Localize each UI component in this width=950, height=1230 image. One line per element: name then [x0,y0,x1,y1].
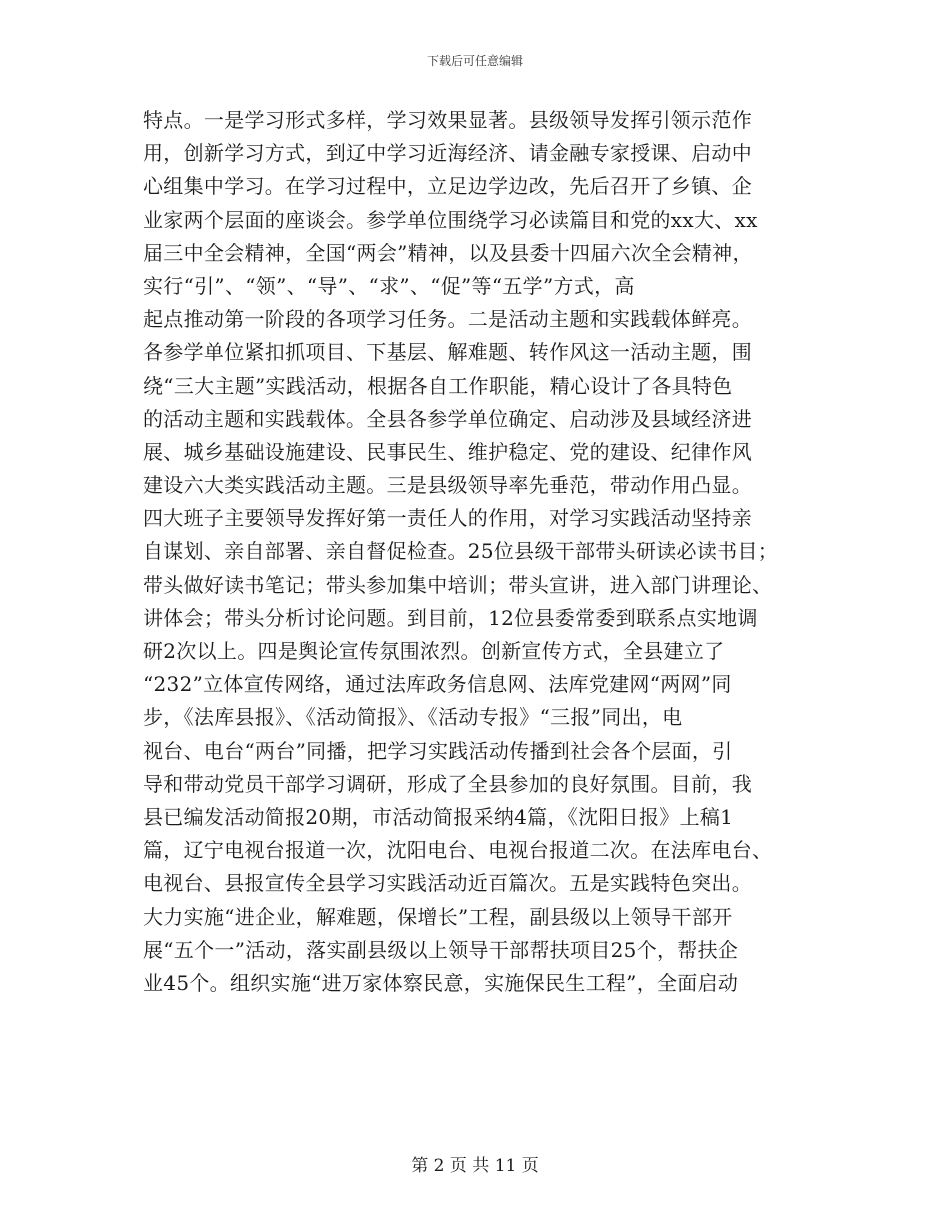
text-line: 业45个。组织实施“进万家体察民意，实施保民生工程”，全面启动 [143,970,739,995]
text-line: 用，创新学习方式，到辽中学习近海经济、请金融专家授课、启动中 [143,141,752,166]
text-line: 特点。一是学习形式多样，学习效果显著。县级领导发挥引领示范作 [143,108,752,132]
text-line: 大力实施“进企业，解难题，保增长”工程，副县级以上领导干部开 [143,904,733,929]
text-line: 电视台、县报宣传全县学习实践活动近百篇次。五是实践特色突出。 [143,871,752,896]
text-line: 自谋划、亲自部署、亲自督促检查。25位县级干部带头研读必读书目； [143,539,779,564]
text-line: 带头做好读书笔记；带头参加集中培训；带头宣讲，进入部门讲理论、 [143,572,773,597]
text-line: 展“五个一”活动，落实副县级以上领导干部帮扶项目25个，帮扶企 [143,937,739,962]
text-line: 实行“引”、“领”、“导”、“求”、“促”等“五学”方式，高 [143,273,635,298]
text-line: 县已编发活动简报20期，市活动简报采纳4篇，《沈阳日报》上稿1 [143,804,734,829]
page-number: 第 2 页 共 11 页 [411,1156,539,1176]
text-line: 导和带动党员干部学习调研，形成了全县参加的良好氛围。目前，我 [143,771,752,796]
text-line: 届三中全会精神，全国“两会”精神，以及县委十四届六次全会精神， [143,240,753,265]
text-line: 展、城乡基础设施建设、民事民生、维护稳定、党的建设、纪律作风 [143,439,752,464]
text-line: 各参学单位紧扣抓项目、下基层、解难题、转作风这一活动主题，围 [143,340,752,365]
text-line: 的活动主题和实践载体。全县各参学单位确定、启动涉及县域经济进 [143,406,752,431]
text-line: 篇，辽宁电视台报道一次，沈阳电台、电视台报道二次。在法库电台、 [143,838,773,863]
text-line: “232”立体宣传网络，通过法库政务信息网、法库党建网“两网”同 [143,672,732,697]
text-line: 讲体会；带头分析讨论问题。到目前，12位县委常委到联系点实地调 [143,605,758,630]
text-line: 心组集中学习。在学习过程中，立足边学边改，先后召开了乡镇、企 [143,174,752,199]
text-line: 起点推动第一阶段的各项学习任务。二是活动主题和实践载体鲜亮。 [143,307,752,332]
text-line: 步，《法库县报》、《活动简报》、《活动专报》“三报”同出，电 [143,705,683,730]
text-line: 建设六大类实践活动主题。三是县级领导率先垂范，带动作用凸显。 [143,473,752,498]
text-line: 视台、电台“两台”同播，把学习实践活动传播到社会各个层面，引 [143,738,733,763]
document-body [143,104,815,1000]
text-line: 绕“三大主题”实践活动，根据各自工作职能，精心设计了各具特色 [143,373,733,398]
text-line: 业家两个层面的座谈会。参学单位围绕学习必读篇目和党的xx大、xx [143,207,758,232]
page-header-note: 下载后可任意编辑 [426,54,523,68]
text-line: 四大班子主要领导发挥好第一责任人的作用，对学习实践活动坚持亲 [143,506,752,531]
text-line: 研2次以上。四是舆论宣传氛围浓烈。创新宣传方式，全县建立了 [143,639,725,663]
